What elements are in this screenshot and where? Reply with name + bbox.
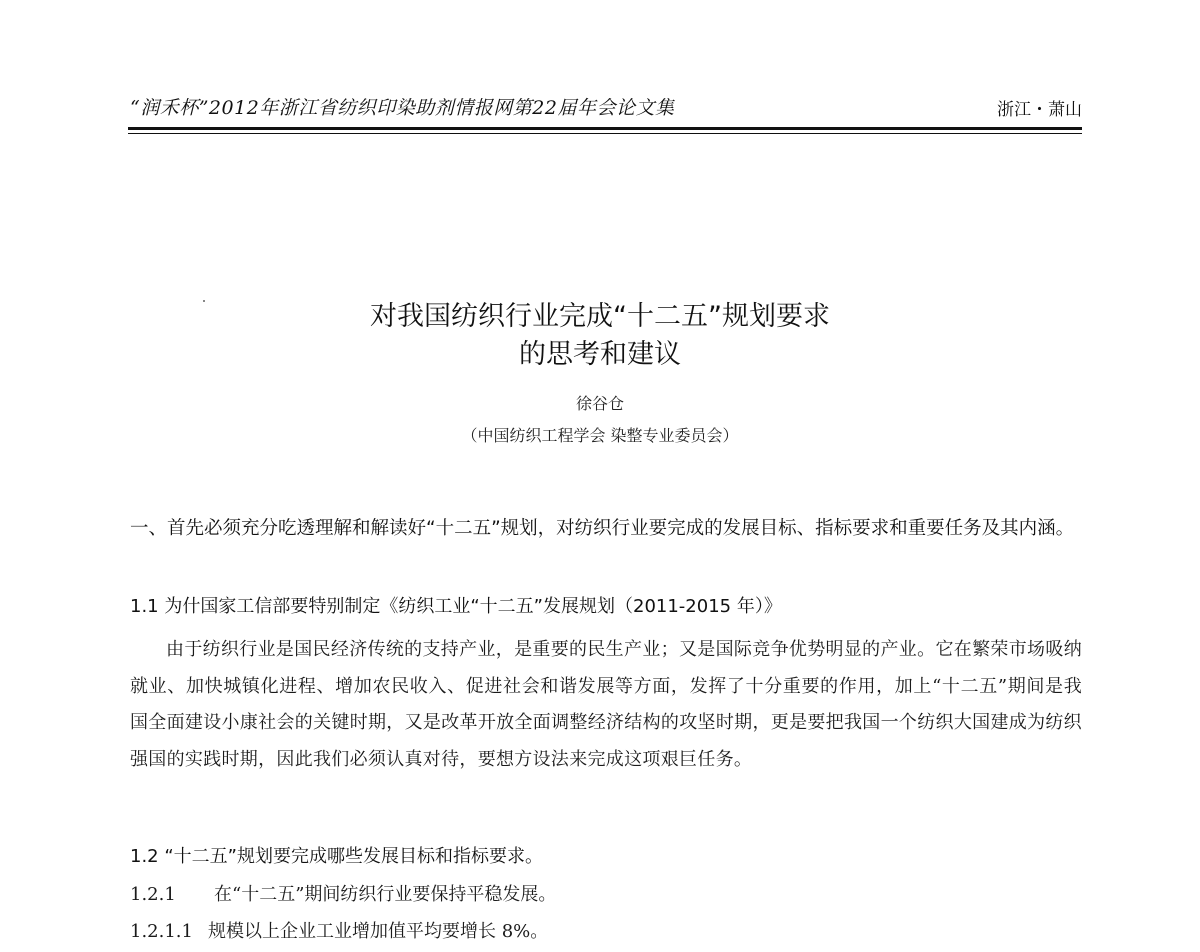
item-number: 1.2.1	[130, 884, 176, 905]
running-header	[130, 93, 1082, 127]
header-rule-thick	[128, 127, 1082, 130]
item-text: 规模以上企业工业增加值平均要增长 8%。	[208, 921, 549, 942]
item-1-2-1-1	[130, 920, 548, 944]
article-title-line-2: 的思考和建议	[519, 339, 681, 370]
item-number: 1.2.1.1	[130, 921, 193, 942]
author-affiliation: （中国纺织工程学会 染整专业委员会）	[461, 426, 739, 445]
title-block	[0, 298, 1200, 446]
item-1-2-1	[130, 883, 556, 907]
paragraph-1-1: 由于纺织行业是国民经济传统的支持产业，是重要的民生产业；又是国际竞争优势明显的产业。它在繁荣市场吸纳就业、加快城镇化进程、增加农民收入、促进社会和谐发展等方面，发挥了十分重要的作用，加上“十二五”期间是我国全面建设小康社会的关键时期，又是改革开放全面调整经济结构的攻坚时期，更是要把我国一个纺织大国建成为纺织强国的实践时期，因此我们必须认真对待，要想方设法来完成这项艰巨任务。	[130, 639, 1082, 770]
section-1-heading: 一、首先必须充分吃透理解和解读好“十二五”规划，对纺织行业要完成的发展目标、指标要求和重要任务及其内涵。	[130, 518, 1075, 539]
article-title-line-1: 对我国纺织行业完成“十二五”规划要求	[370, 301, 830, 332]
subsection-1-1-heading: 1.1 为什国家工信部要特别制定《纺织工业“十二五”发展规划（2011-2015 年）》	[130, 596, 782, 617]
item-text: 在“十二五”期间纺织行业要保持平稳发展。	[214, 884, 557, 905]
subsection-1-2-heading: 1.2 “十二五”规划要完成哪些发展目标和指标要求。	[130, 846, 543, 867]
author-name: 徐谷仓	[575, 394, 624, 413]
header-title: “润禾杯”2012年浙江省纺织印染助剂情报网第22届年会论文集	[130, 97, 675, 119]
header-location: 浙江・萧山	[997, 100, 1082, 120]
header-rule-thin	[128, 133, 1082, 134]
